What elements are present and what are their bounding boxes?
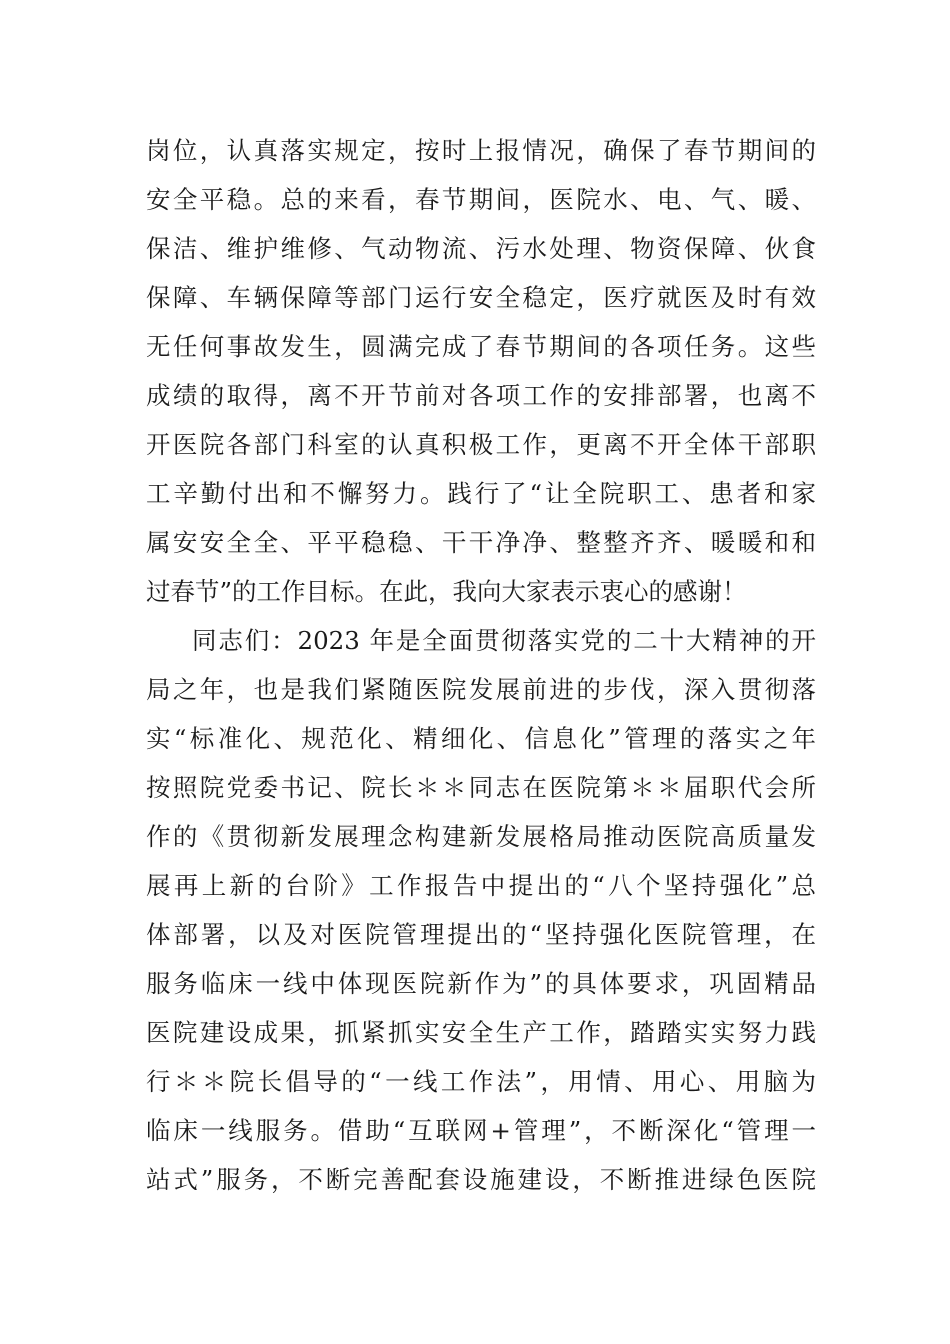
text-line: 保障、车辆保障等部门运行安全稳定，医疗就医及时有效 <box>146 283 816 312</box>
text-line: 局之年，也是我们紧随医院发展前进的步伐，深入贯彻落 <box>146 675 816 704</box>
text-line: 作的《贯彻新发展理念构建新发展格局推动医院高质量发 <box>146 822 816 851</box>
text-line: 服务临床一线中体现医院新作为”的具体要求，巩固精品 <box>146 969 816 998</box>
text-line: 实“标准化、规范化、精细化、信息化”管理的落实之年 <box>146 724 816 753</box>
text-line: 站式”服务，不断完善配套设施建设，不断推进绿色医院 <box>146 1165 816 1194</box>
paragraph-2 <box>146 616 816 1204</box>
document-body <box>146 126 816 1204</box>
text-line: 过春节”的工作目标。在此，我向大家表示衷心的感谢！ <box>146 577 747 606</box>
text-line: 岗位，认真落实规定，按时上报情况，确保了春节期间的 <box>146 136 816 165</box>
text-line: 保洁、维护维修、气动物流、污水处理、物资保障、伙食 <box>146 234 816 263</box>
text-line: 成绩的取得，离不开节前对各项工作的安排部署，也离不 <box>146 381 816 410</box>
text-line: 行＊＊院长倡导的“一线工作法”，用情、用心、用脑为 <box>146 1067 816 1096</box>
text-line: 展再上新的台阶》工作报告中提出的“八个坚持强化”总 <box>146 871 816 900</box>
text-line: 按照院党委书记、院长＊＊同志在医院第＊＊届职代会所 <box>146 773 816 802</box>
text-line: 开医院各部门科室的认真积极工作，更离不开全体干部职 <box>146 430 816 459</box>
paragraph-1 <box>146 126 816 616</box>
text-line: 工辛勤付出和不懈努力。践行了“让全院职工、患者和家 <box>146 479 816 508</box>
text-line: 体部署，以及对医院管理提出的“坚持强化医院管理，在 <box>146 920 816 949</box>
text-line: 无任何事故发生，圆满完成了春节期间的各项任务。这些 <box>146 332 816 361</box>
text-line: 医院建设成果，抓紧抓实安全生产工作，踏踏实实努力践 <box>146 1018 816 1047</box>
text-line: 临床一线服务。借助“互联网+管理”，不断深化“管理一 <box>146 1116 816 1145</box>
text-line: 安全平稳。总的来看，春节期间，医院水、电、气、暖、 <box>146 185 816 214</box>
text-line: 同志们：2023 年是全面贯彻落实党的二十大精神的开 <box>192 626 816 655</box>
text-line: 属安安全全、平平稳稳、干干净净、整整齐齐、暖暖和和 <box>146 528 816 557</box>
